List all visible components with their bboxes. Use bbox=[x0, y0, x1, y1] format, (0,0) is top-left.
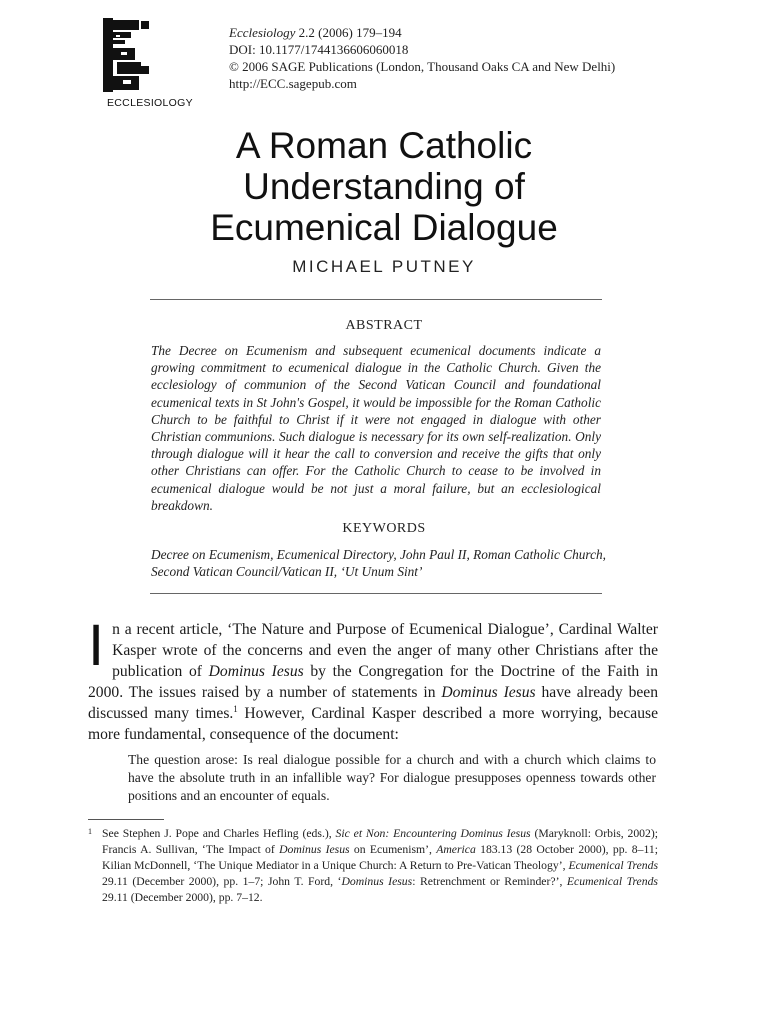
body-text-run: n a recent article, ‘The Nature and Purpose of Ecumenical Dialogue’, Cardinal Walter Kasper wrote of the concerns and even the anger of many other Christians after the publication of bbox=[112, 621, 658, 680]
body-paragraph bbox=[88, 613, 659, 745]
footnote-italic: Ecumenical Trends bbox=[568, 859, 658, 872]
volume-pages: 2.2 (2006) 179–194 bbox=[298, 25, 402, 40]
article-title bbox=[0, 125, 768, 248]
body-text-run: by the Congregation for the Doctrine of the Faith in 2000. The issues raised by a number of statements in bbox=[88, 663, 659, 701]
logo-wordmark: ECCLESIOLOGY bbox=[107, 97, 193, 109]
footnote-text-run: on Ecumenism’, bbox=[349, 843, 437, 856]
footnote-text-run: 29.11 (December 2000), pp. 1–7; John T. Ford, ‘ bbox=[102, 875, 342, 888]
copyright-line: © 2006 SAGE Publications (London, Thousand Oaks CA and New Delhi) bbox=[229, 59, 616, 74]
italic-title: Dominus Iesus bbox=[208, 663, 304, 680]
abstract-heading: ABSTRACT bbox=[345, 318, 423, 333]
footnote-divider bbox=[88, 819, 164, 820]
footnote-italic: Dominus Iesus bbox=[341, 875, 413, 888]
doi: DOI: 10.1177/1744136606060018 bbox=[229, 42, 409, 57]
journal-url[interactable]: http://ECC.sagepub.com bbox=[229, 76, 357, 91]
title-line: A Roman Catholic bbox=[235, 125, 533, 166]
top-divider bbox=[150, 299, 602, 300]
ecclesiology-logo-icon bbox=[103, 18, 151, 92]
journal-citation bbox=[229, 24, 615, 92]
footnote-italic: Ecumenical Trends bbox=[566, 875, 658, 888]
journal-logo bbox=[103, 18, 213, 109]
footnote-text-run: See Stephen J. Pope and Charles Hefling (eds.), bbox=[102, 827, 336, 840]
body-text-run: However, Cardinal Kasper described a more worrying, because more fundamental, consequence of the document: bbox=[88, 705, 658, 743]
title-line: Understanding of bbox=[243, 166, 525, 207]
footnote-italic: America bbox=[436, 843, 476, 856]
body-text-run: have already been discussed many times. bbox=[88, 684, 659, 722]
drop-cap: I bbox=[88, 613, 105, 678]
italic-title: Dominus Iesus bbox=[441, 684, 536, 701]
bottom-divider bbox=[150, 593, 602, 594]
footnote-italic: Dominus Iesus bbox=[279, 843, 350, 856]
title-line: Ecumenical Dialogue bbox=[210, 207, 558, 248]
footnote-ref[interactable]: 1 bbox=[233, 703, 238, 714]
citation-line bbox=[229, 24, 615, 41]
keywords-text: Decree on Ecumenism, Ecumenical Directory, John Paul II, Roman Catholic Church, Second Vatican Council/Vatican II, ‘Ut Unum Sint’ bbox=[151, 547, 606, 580]
footnote-number: 1 bbox=[88, 827, 92, 836]
abstract-text: The Decree on Ecumenism and subsequent ecumenical documents indicate a growing commitment to ecumenical dialogue in the Catholic Church. Given the ecclesiology of communion of the Second Vatican Council and foundational ecumenical texts in St John's Gospel, it would be impossible for the Roman Catholic Church to be faithful to Christ if it were not engaged in dialogue with other Christian communions. Such dialogue is necessary for its own self-realization. Only through dialogue will it hear the call to conversion and receive the gifts that only other Christians can offer. For the Catholic Church to cease to be involved in ecumenical dialogue would be not just a moral failure, but an ecclesiological breakdown. bbox=[151, 343, 601, 513]
footnote-text-run: 29.11 (December 2000), pp. 7–12. bbox=[102, 891, 263, 904]
footnote bbox=[88, 826, 658, 906]
journal-name: Ecclesiology bbox=[229, 25, 296, 40]
keywords-heading: KEYWORDS bbox=[342, 521, 426, 536]
footnote-text-run: : Retrenchment or Reminder?’, bbox=[412, 875, 567, 888]
footnote-text-run: (Maryknoll: Orbis, 2002); Francis A. Sullivan, ‘The Impact of bbox=[102, 827, 659, 856]
author-name: MICHAEL PUTNEY bbox=[292, 257, 476, 276]
footnote-text-run: 183.13 (28 October 2000), pp. 8–11; Kilian McDonnell, ‘The Unique Mediator in a Unique Church: A Return to Pre-Vatican Theology’, bbox=[102, 843, 658, 872]
footnote-italic: Sic et Non: Encountering Dominus Iesus bbox=[335, 827, 531, 840]
block-quote: The question arose: Is real dialogue possible for a church and with a church which claims to have the absolute truth in an infallible way? For dialogue presupposes openness towards other positions and an encounter of equals. bbox=[128, 752, 656, 804]
